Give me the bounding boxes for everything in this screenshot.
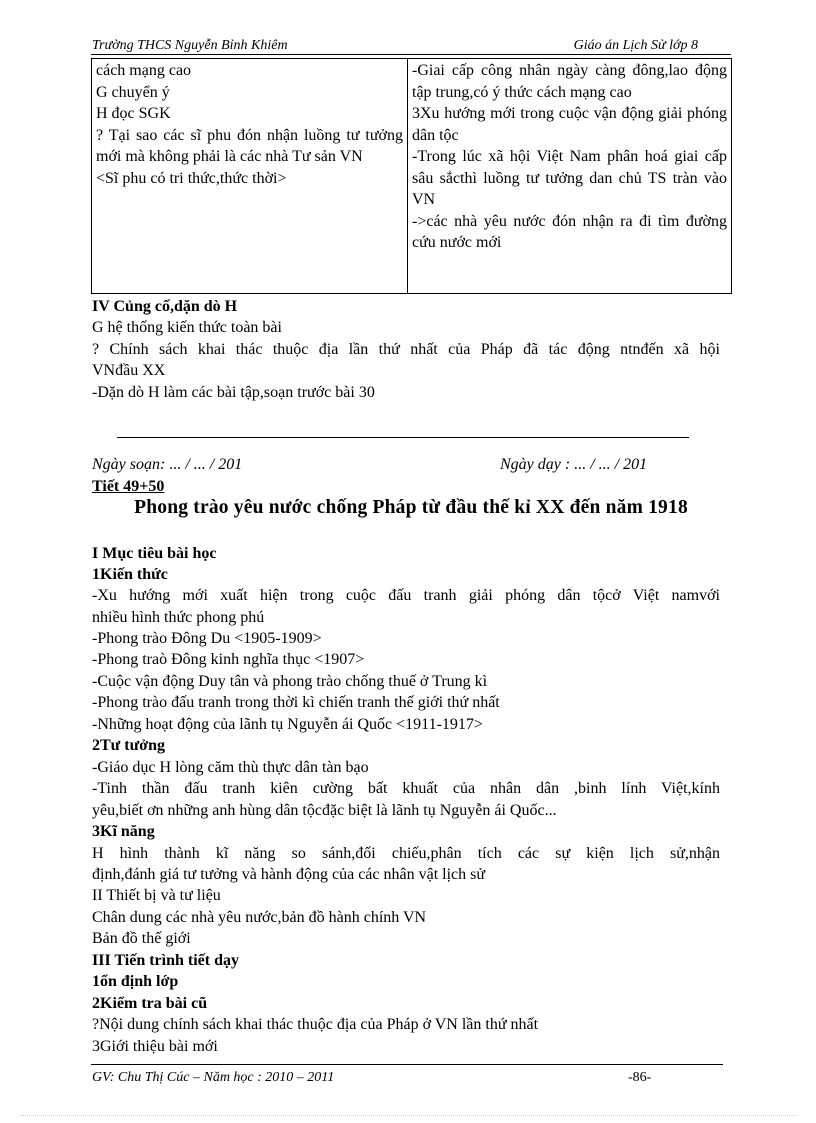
procedure-step: 3Giới thiệu bài mới xyxy=(92,1038,218,1055)
procedure-step: 2Kiểm tra bài cũ xyxy=(92,995,208,1012)
thought-heading: 2Tư tưởng xyxy=(92,737,165,754)
header-rule xyxy=(91,54,731,55)
knowledge-line: -Phong trào đấu tranh trong thời kì chiến tranh thế giới thứ nhất xyxy=(92,694,500,711)
table-left-line: <Sĩ phu có tri thức,thức thời> xyxy=(96,169,287,187)
table-right-line: -Trong lúc xã hội Việt Nam phân hoá giai cấp sâu sắcthì luồng tư tưởng dan chủ TS tràn vào VN xyxy=(412,148,727,208)
table-left-line: cách mạng cao xyxy=(96,62,192,79)
knowledge-line: -Phong trào Đông Du <1905-1909> xyxy=(92,630,322,647)
prep-date: Ngày soạn: ... / ... / 201 xyxy=(92,456,243,473)
knowledge-heading: 1Kiến thức xyxy=(92,566,168,583)
table-left-line: G chuyển ý xyxy=(96,83,170,101)
review-line: G hệ thống kiến thức toàn bài xyxy=(92,319,282,336)
header-subject: Giáo án Lịch Sử lớp 8 xyxy=(573,38,698,53)
footer-rule xyxy=(91,1064,723,1065)
lesson-number: Tiết 49+50 xyxy=(92,478,165,495)
review-line: ? Chính sách khai thác thuộc địa lần thứ nhất của Pháp đã tác động ntnđến xã hội xyxy=(92,341,720,358)
skill-heading: 3Kĩ năng xyxy=(92,823,155,840)
knowledge-line: -Xu hướng mới xuất hiện trong cuộc đấu tranh giải phóng dân tộcở Việt namvới xyxy=(92,587,720,604)
skill-line: định,đánh giá tư tưởng và hành động của các nhân vật lịch sử xyxy=(92,866,486,883)
equipment-line: Chân dung các nhà yêu nước,bản đồ hành chính VN xyxy=(92,909,427,926)
skill-line: H hình thành kĩ năng so sánh,đối chiếu,phân tích các sự kiện lịch sử,nhận xyxy=(92,845,720,862)
page-number: -86- xyxy=(628,1070,652,1085)
knowledge-line: -Cuộc vận động Duy tân và phong trào chống thuế ở Trung kì xyxy=(92,673,488,690)
thought-line: -Giáo dục H lòng căm thù thực dân tàn bạo xyxy=(92,759,369,776)
teach-date: Ngày dạy : ... / ... / 201 xyxy=(500,456,648,473)
teacher-column xyxy=(92,59,408,294)
objectives-heading: I Mục tiêu bài học xyxy=(92,545,217,562)
table-right-line: 3Xu hướng mới trong cuộc vận động giải phóng dân tộc xyxy=(412,105,727,144)
table-right-line: -Giai cấp công nhân ngày càng đông,lao động tập trung,có ý thức cách mạng cao xyxy=(412,62,727,101)
procedure-heading: III Tiến trình tiết dạy xyxy=(92,952,239,969)
review-line: VNđầu XX xyxy=(92,362,166,379)
review-line: -Dặn dò H làm các bài tập,soạn trước bài 30 xyxy=(92,384,375,401)
equipment-line: Bản đồ thế giới xyxy=(92,930,191,947)
page-bottom-edge xyxy=(20,1115,796,1116)
review-heading: IV Củng cố,dặn dò H xyxy=(92,298,238,315)
knowledge-line: nhiều hình thức phong phú xyxy=(92,609,265,626)
thought-line: yêu,biết ơn những anh hùng dân tộcđặc biệt là lãnh tụ Nguyễn ái Quốc... xyxy=(92,802,557,819)
lesson-table xyxy=(91,58,732,294)
section-separator xyxy=(117,437,689,438)
thought-line: -Tinh thần đấu tranh kiên cường bất khuất của nhân dân ,binh lính Việt,kính xyxy=(92,780,720,797)
equipment-heading: II Thiết bị và tư liệu xyxy=(92,887,221,904)
procedure-step: 1ổn định lớp xyxy=(92,973,179,990)
knowledge-line: -Những hoạt động của lãnh tụ Nguyễn ái Quốc <1911-1917> xyxy=(92,716,483,733)
table-right-line: ->các nhà yêu nước đón nhận ra đi tìm đường cứu nước mới xyxy=(412,212,727,251)
table-left-line: H đọc SGK xyxy=(96,105,171,122)
knowledge-line: -Phong traò Đông kinh nghĩa thục <1907> xyxy=(92,651,365,668)
header-school: Trường THCS Nguyễn Bỉnh Khiêm xyxy=(92,38,288,53)
content-column xyxy=(408,59,732,294)
lesson-title: Phong trào yêu nước chống Pháp từ đầu thế kỉ XX đến năm 1918 xyxy=(134,497,688,518)
table-left-line: ? Tại sao các sĩ phu đón nhận luồng tư tưởng mới mà không phải là các nhà Tư sản VN xyxy=(96,126,403,165)
procedure-question: ?Nội dung chính sách khai thác thuộc địa của Pháp ở VN lần thứ nhất xyxy=(92,1016,539,1033)
footer-teacher: GV: Chu Thị Cúc – Năm học : 2010 – 2011 xyxy=(92,1070,335,1085)
